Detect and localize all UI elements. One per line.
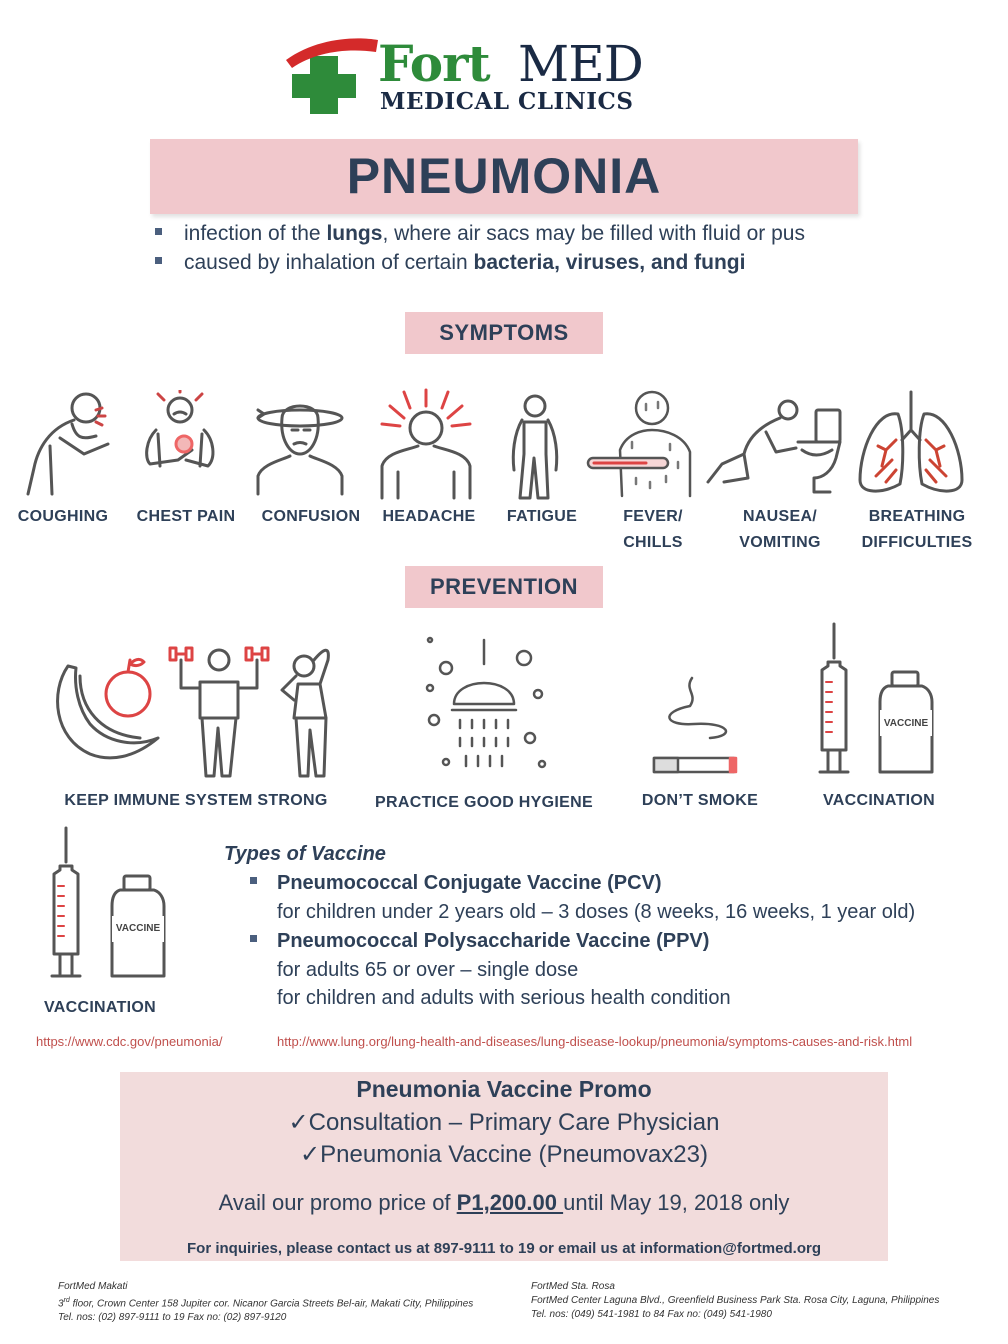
square-bullet-icon [155, 257, 162, 264]
promo-contact: For inquiries, please contact us at 897-9111 to 19 or email us at information@fortmed.org [187, 1240, 821, 1257]
fatigue-icon [508, 394, 562, 502]
symptom-label-confusion: CONFUSION [261, 508, 361, 525]
logo-brand-bold: Fort [378, 34, 490, 93]
intro-bullet-1: infection of the lungs, where air sacs may be filled with fluid or pus [155, 222, 805, 246]
cdc-link[interactable]: https://www.cdc.gov/pneumonia/ [36, 1034, 223, 1049]
square-bullet-icon [250, 877, 257, 884]
footer-sta-rosa-address: FortMed Center Laguna Blvd., Greenfield Business Park Sta. Rosa City, Laguna, Philippines [531, 1295, 940, 1306]
vaccine-syringe-vial-icon [816, 622, 936, 778]
types-vaccination-label: VACCINATION [43, 999, 157, 1016]
promo-check-consultation: ✓Consultation – Primary Care Physician [288, 1109, 720, 1136]
square-bullet-icon [250, 935, 257, 942]
vaccine-syringe-vial-icon [48, 826, 168, 982]
lungs-icon [856, 390, 966, 496]
headache-icon [378, 388, 474, 500]
prevention-header: PREVENTION [405, 566, 603, 608]
prevention-vial-label: VACCINE [883, 718, 929, 729]
footer-sta-rosa-name: FortMed Sta. Rosa [531, 1281, 615, 1292]
prevention-label-hygiene: PRACTICE GOOD HYGIENE [375, 794, 593, 811]
lung-org-link[interactable]: http://www.lung.org/lung-health-and-diseases/lung-disease-lookup/pneumonia/symptoms-causes-and-risk.html [277, 1034, 913, 1049]
footer-sta-rosa [531, 1280, 939, 1322]
symptom-label-chest-pain: CHEST PAIN [136, 508, 236, 525]
vaccine-type-ppv: Pneumococcal Polysaccharide Vaccine (PPV) [250, 930, 709, 953]
nausea-vomiting-icon [704, 398, 844, 494]
fever-chills-icon [586, 386, 696, 498]
prevention-label-dont-smoke: DON’T SMOKE [641, 792, 759, 809]
footer-makati-name: FortMed Makati [58, 1281, 128, 1292]
logo-brand-rest: MED [518, 35, 643, 93]
symptom-label-headache: HEADACHE [382, 508, 476, 525]
confusion-icon [254, 396, 346, 496]
symptoms-header: SYMPTOMS [405, 312, 603, 354]
vaccine-type-pcv-detail: for children under 2 years old – 3 doses (8 weeks, 16 weeks, 1 year old) [277, 901, 916, 923]
footer-makati [58, 1280, 473, 1325]
exercise-dumbbell-icon [168, 644, 270, 780]
vaccine-type-ppv-detail-2: for children and adults with serious health condition [277, 987, 731, 1009]
symptom-label-fatigue: FATIGUE [506, 508, 578, 525]
footer-sta-rosa-tel: Tel. nos: (049) 541-1981 to 84 Fax no: (049) 541-1980 [531, 1309, 772, 1320]
vaccine-type-ppv-detail-1: for adults 65 or over – single dose [277, 959, 579, 981]
chest-pain-icon [142, 390, 218, 500]
symptom-label-breathing-difficulties: BREATHING DIFFICULTIES [861, 508, 973, 551]
coughing-icon [20, 388, 112, 500]
shower-hygiene-icon [420, 634, 550, 774]
promo-price-line: Avail our promo price of P1,200.00 until May 19, 2018 only [218, 1190, 790, 1215]
logo-subtitle: MEDICAL CLINICS [380, 88, 634, 115]
stretching-person-icon [278, 644, 338, 780]
cigarette-icon [650, 676, 740, 776]
symptom-label-fever-chills: FEVER/ CHILLS [623, 508, 683, 551]
promo-title: Pneumonia Vaccine Promo [356, 1076, 652, 1102]
fruit-banana-apple-icon [50, 652, 162, 764]
prevention-label-vaccination: VACCINATION [822, 792, 936, 809]
footer-makati-address: 3rd floor, Crown Center 158 Jupiter cor. Nicanor Garcia Streets Bel-air, Makati City, Philippines [58, 1297, 474, 1310]
prevention-label-immune: KEEP IMMUNE SYSTEM STRONG [64, 792, 328, 809]
vaccine-type-pcv: Pneumococcal Conjugate Vaccine (PCV) [250, 872, 662, 895]
promo-check-vaccine: ✓Pneumonia Vaccine (Pneumovax23) [300, 1141, 708, 1168]
types-vial-label: VACCINE [115, 923, 161, 934]
square-bullet-icon [155, 228, 162, 235]
vaccine-types-title: Types of Vaccine [224, 843, 386, 865]
page-title: PNEUMONIA [346, 148, 662, 204]
footer-makati-tel: Tel. nos: (02) 897-9111 to 19 Fax no: (02) 897-9120 [58, 1312, 287, 1324]
intro-bullet-2: caused by inhalation of certain bacteria, viruses, and fungi [155, 251, 745, 275]
symptom-label-coughing: COUGHING [17, 508, 109, 525]
symptom-label-nausea-vomiting: NAUSEA/ VOMITING [739, 508, 821, 551]
